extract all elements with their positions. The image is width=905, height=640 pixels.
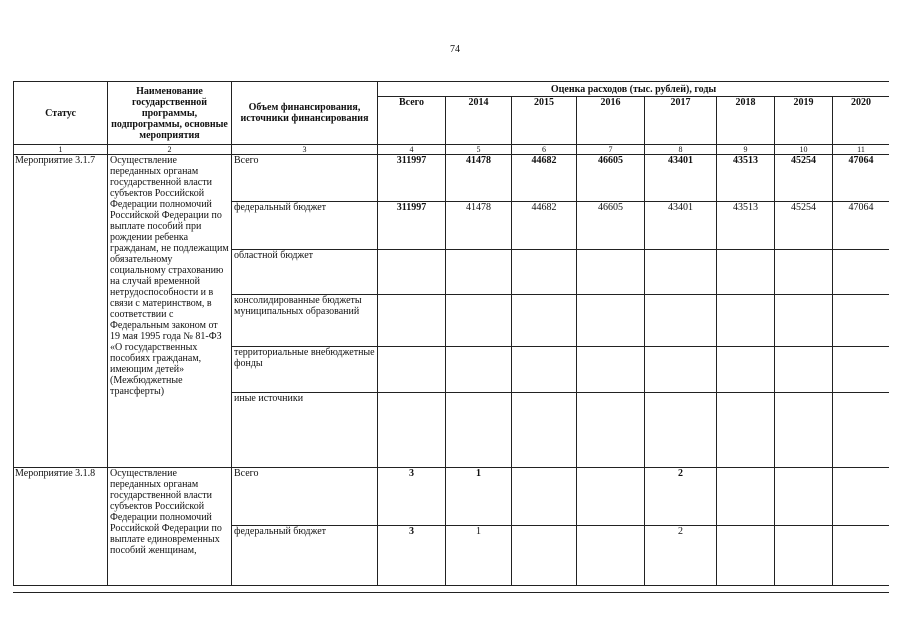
source-label: Всего — [232, 468, 378, 526]
value-cell — [378, 250, 446, 295]
table-row — [14, 155, 890, 202]
value-cell — [577, 393, 645, 468]
value-cell — [717, 295, 775, 347]
value-cell — [717, 526, 775, 586]
value-cell — [446, 295, 512, 347]
value-cell — [645, 250, 717, 295]
value-cell — [833, 250, 890, 295]
header-year: 2019 — [775, 97, 833, 145]
value-cell: 45254 — [775, 155, 833, 202]
value-cell: 41478 — [446, 155, 512, 202]
source-label: иные источники — [232, 393, 378, 468]
source-label: федеральный бюджет — [232, 202, 378, 250]
column-number: 10 — [775, 145, 833, 155]
column-number: 8 — [645, 145, 717, 155]
header-year: 2020 — [833, 97, 890, 145]
value-cell — [775, 393, 833, 468]
value-cell — [378, 295, 446, 347]
header-year: 2018 — [717, 97, 775, 145]
source-label: областной бюджет — [232, 250, 378, 295]
value-cell — [717, 393, 775, 468]
value-cell — [775, 468, 833, 526]
value-cell — [512, 250, 577, 295]
value-cell — [577, 250, 645, 295]
value-cell: 41478 — [446, 202, 512, 250]
value-cell — [577, 295, 645, 347]
column-number: 5 — [446, 145, 512, 155]
value-cell: 311997 — [378, 155, 446, 202]
status-cell: Мероприятие 3.1.8 — [14, 468, 108, 586]
value-cell — [512, 526, 577, 586]
column-number: 6 — [512, 145, 577, 155]
value-cell: 311997 — [378, 202, 446, 250]
value-cell — [775, 526, 833, 586]
value-cell — [645, 295, 717, 347]
column-number: 1 — [14, 145, 108, 155]
value-cell — [645, 393, 717, 468]
description-cell: Осуществление переданных органам государственной власти субъектов Российской Федерации полномочий Российской Федерации по выплате пособий при рождении ребенка гражданам, не подлежащим обязательному социальному страхованию на случай временной нетрудоспособности и в связи с материнством, в соответствии с Федеральным законом от 19 мая 1995 года № 81-ФЗ «О государственных пособиях гражданам, имеющим детей» (Межбюджетные трансферты) — [108, 155, 232, 468]
header-status: Статус — [14, 82, 108, 145]
value-cell: 43401 — [645, 202, 717, 250]
value-cell — [775, 250, 833, 295]
table-row — [14, 468, 890, 526]
header-year: 2017 — [645, 97, 717, 145]
value-cell: 43513 — [717, 155, 775, 202]
column-number: 2 — [108, 145, 232, 155]
value-cell — [833, 468, 890, 526]
value-cell: 47064 — [833, 155, 890, 202]
value-cell — [577, 526, 645, 586]
value-cell — [446, 347, 512, 393]
value-cell: 2 — [645, 468, 717, 526]
value-cell: 44682 — [512, 202, 577, 250]
value-cell — [833, 526, 890, 586]
value-cell — [577, 347, 645, 393]
description-cell: Осуществление переданных органам государственной власти субъектов Российской Федерации полномочий Российской Федерации по выплате единовременных пособий женщинам, — [108, 468, 232, 586]
header-estimate: Оценка расходов (тыс. рублей), годы — [378, 82, 890, 97]
value-cell — [717, 347, 775, 393]
source-label: консолидированные бюджеты муниципальных образований — [232, 295, 378, 347]
financing-table-frame — [13, 81, 889, 593]
value-cell — [833, 295, 890, 347]
value-cell — [446, 393, 512, 468]
header-year: 2016 — [577, 97, 645, 145]
value-cell — [833, 393, 890, 468]
page-number: 74 — [450, 44, 460, 55]
header-year: 2014 — [446, 97, 512, 145]
column-number: 3 — [232, 145, 378, 155]
column-number: 9 — [717, 145, 775, 155]
source-label: федеральный бюджет — [232, 526, 378, 586]
value-cell — [775, 347, 833, 393]
value-cell: 43401 — [645, 155, 717, 202]
value-cell: 44682 — [512, 155, 577, 202]
header-name: Наименование государственной программы, подпрограммы, основные мероприятия — [108, 82, 232, 145]
value-cell: 46605 — [577, 202, 645, 250]
value-cell — [833, 347, 890, 393]
value-cell — [512, 295, 577, 347]
value-cell: 3 — [378, 526, 446, 586]
header-year: 2015 — [512, 97, 577, 145]
header-year: Всего — [378, 97, 446, 145]
value-cell — [512, 468, 577, 526]
source-label: Всего — [232, 155, 378, 202]
value-cell — [378, 393, 446, 468]
value-cell — [717, 468, 775, 526]
value-cell: 1 — [446, 526, 512, 586]
column-number: 11 — [833, 145, 890, 155]
value-cell — [577, 468, 645, 526]
value-cell: 47064 — [833, 202, 890, 250]
value-cell — [645, 347, 717, 393]
value-cell: 46605 — [577, 155, 645, 202]
value-cell: 3 — [378, 468, 446, 526]
value-cell: 43513 — [717, 202, 775, 250]
header-financing: Объем финансирования, источники финансирования — [232, 82, 378, 145]
column-number: 4 — [378, 145, 446, 155]
source-label: территориальные внебюджетные фонды — [232, 347, 378, 393]
value-cell — [378, 347, 446, 393]
value-cell: 1 — [446, 468, 512, 526]
value-cell — [512, 393, 577, 468]
value-cell — [446, 250, 512, 295]
value-cell: 2 — [645, 526, 717, 586]
value-cell — [775, 295, 833, 347]
status-cell: Мероприятие 3.1.7 — [14, 155, 108, 468]
value-cell — [717, 250, 775, 295]
value-cell: 45254 — [775, 202, 833, 250]
value-cell — [512, 347, 577, 393]
column-number: 7 — [577, 145, 645, 155]
financing-table — [13, 81, 889, 586]
